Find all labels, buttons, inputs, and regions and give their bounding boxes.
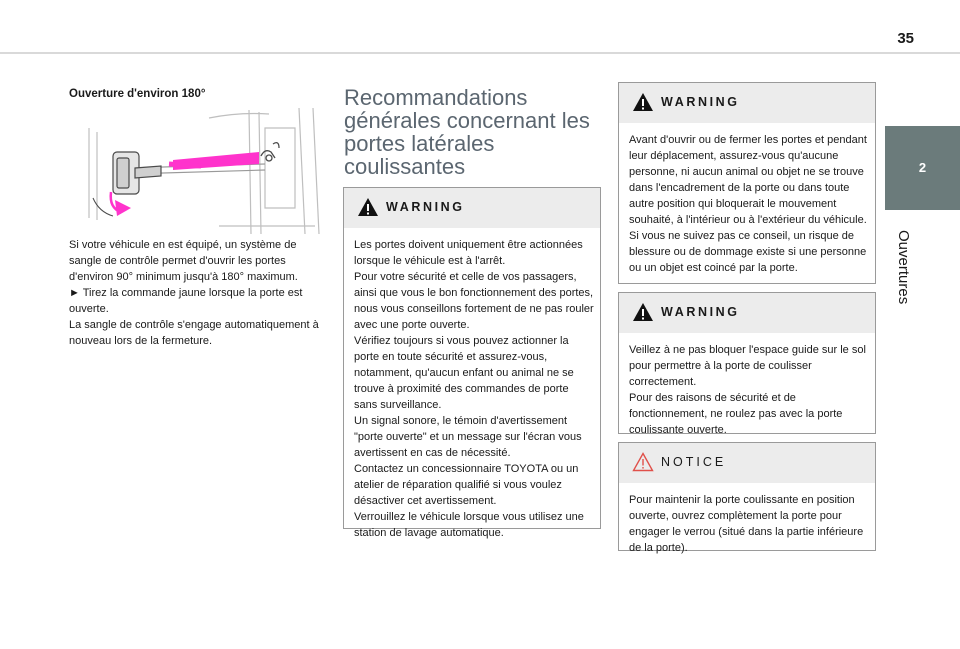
warning-header [619, 83, 875, 123]
page-title: Recommandations générales concernant les portes latérales coulissantes [344, 85, 590, 179]
section-body [69, 237, 327, 349]
warning-text [629, 342, 869, 438]
notice-triangle-icon [632, 452, 654, 472]
warning-label: WARNING [661, 95, 740, 109]
paragraph: Pour votre sécurité et celle de vos passagers, ainsi que vous le bon fonctionnement des portes, nous vous conseillons fortement de ne pas rouler avec une porte ouverte. [354, 271, 594, 331]
notice-box [618, 442, 876, 554]
warning-triangle-icon [632, 92, 654, 112]
paragraph: Verrouillez le véhicule lorsque vous utilisez une station de lavage automatique. [354, 511, 584, 539]
paragraph: Avant d'ouvrir ou de fermer les portes et pendant leur déplacement, assurez-vous qu'aucune personne, ni aucun animal ou objet ne se trouve dans l'encadrement de la porte ou dans toute autre position qui bloquerait le mouvement souhaité, à l'intérieur ou à l'extérieur du véhicule. [629, 134, 867, 226]
warning-text [629, 132, 869, 276]
warning-label: WARNING [386, 200, 465, 214]
instruction-step: ► Tirez la commande jaune lorsque la porte est ouverte. [69, 287, 303, 315]
door-check-strap-illustration [69, 108, 321, 234]
chapter-tab[interactable] [885, 126, 960, 210]
warning-header [619, 293, 875, 333]
paragraph: Les portes doivent uniquement être actionnées lorsque le véhicule est à l'arrêt. [354, 239, 583, 267]
header-rule [0, 52, 960, 54]
chapter-number: 2 [918, 160, 927, 175]
warning-box [618, 82, 876, 284]
paragraph: Si votre véhicule en est équipé, un système de sangle de contrôle permet d'ouvrir les portes d'environ 90° minimum jusqu'à 180° maximum. [69, 239, 298, 283]
warning-box [618, 292, 876, 434]
chapter-label-text: Ouvertures [895, 230, 912, 305]
notice-label: NOTICE [661, 455, 727, 469]
chapter-label [876, 230, 936, 350]
notice-text [629, 492, 869, 556]
paragraph: Contactez un concessionnaire TOYOTA ou un atelier de réparation qualifié si vous voulez désactiver cet avertissement. [354, 463, 579, 507]
warning-triangle-icon [357, 197, 379, 217]
paragraph: Pour des raisons de sécurité et de fonctionnement, ne roulez pas avec la porte coulissante ouverte. [629, 392, 843, 436]
warning-header [344, 188, 600, 228]
paragraph: Pour maintenir la porte coulissante en position ouverte, ouvrez complètement la porte pour engager le verrou (situé dans la partie inférieure de la porte). [629, 494, 864, 554]
warning-label: WARNING [661, 305, 740, 319]
warning-text [354, 237, 594, 541]
illustration-drawing [69, 108, 321, 234]
paragraph: Si vous ne suivez pas ce conseil, un risque de blessure ou de dommage existe si une personne ou un objet est coincé par la porte. [629, 230, 867, 274]
paragraph: La sangle de contrôle s'engage automatiquement à nouveau lors de la fermeture. [69, 319, 319, 347]
paragraph: Vérifiez toujours si vous pouvez actionner la porte en toute sécurité et assurez-vous, notamment, qu'aucun enfant ou animal ne se trouve à proximité des commandes de porte sans surveillance. [354, 335, 574, 411]
page-number: 35 [897, 30, 914, 47]
warning-triangle-icon [632, 302, 654, 322]
section-heading: Ouverture d'environ 180° [69, 88, 206, 100]
paragraph: Un signal sonore, le témoin d'avertissement "porte ouverte" et un message sur l'écran vous avertissent en cas de nécessité. [354, 415, 582, 459]
notice-header [619, 443, 875, 483]
warning-box [343, 187, 601, 539]
paragraph: Veillez à ne pas bloquer l'espace guide sur le sol pour permettre à la porte de coulisser correctement. [629, 344, 866, 388]
